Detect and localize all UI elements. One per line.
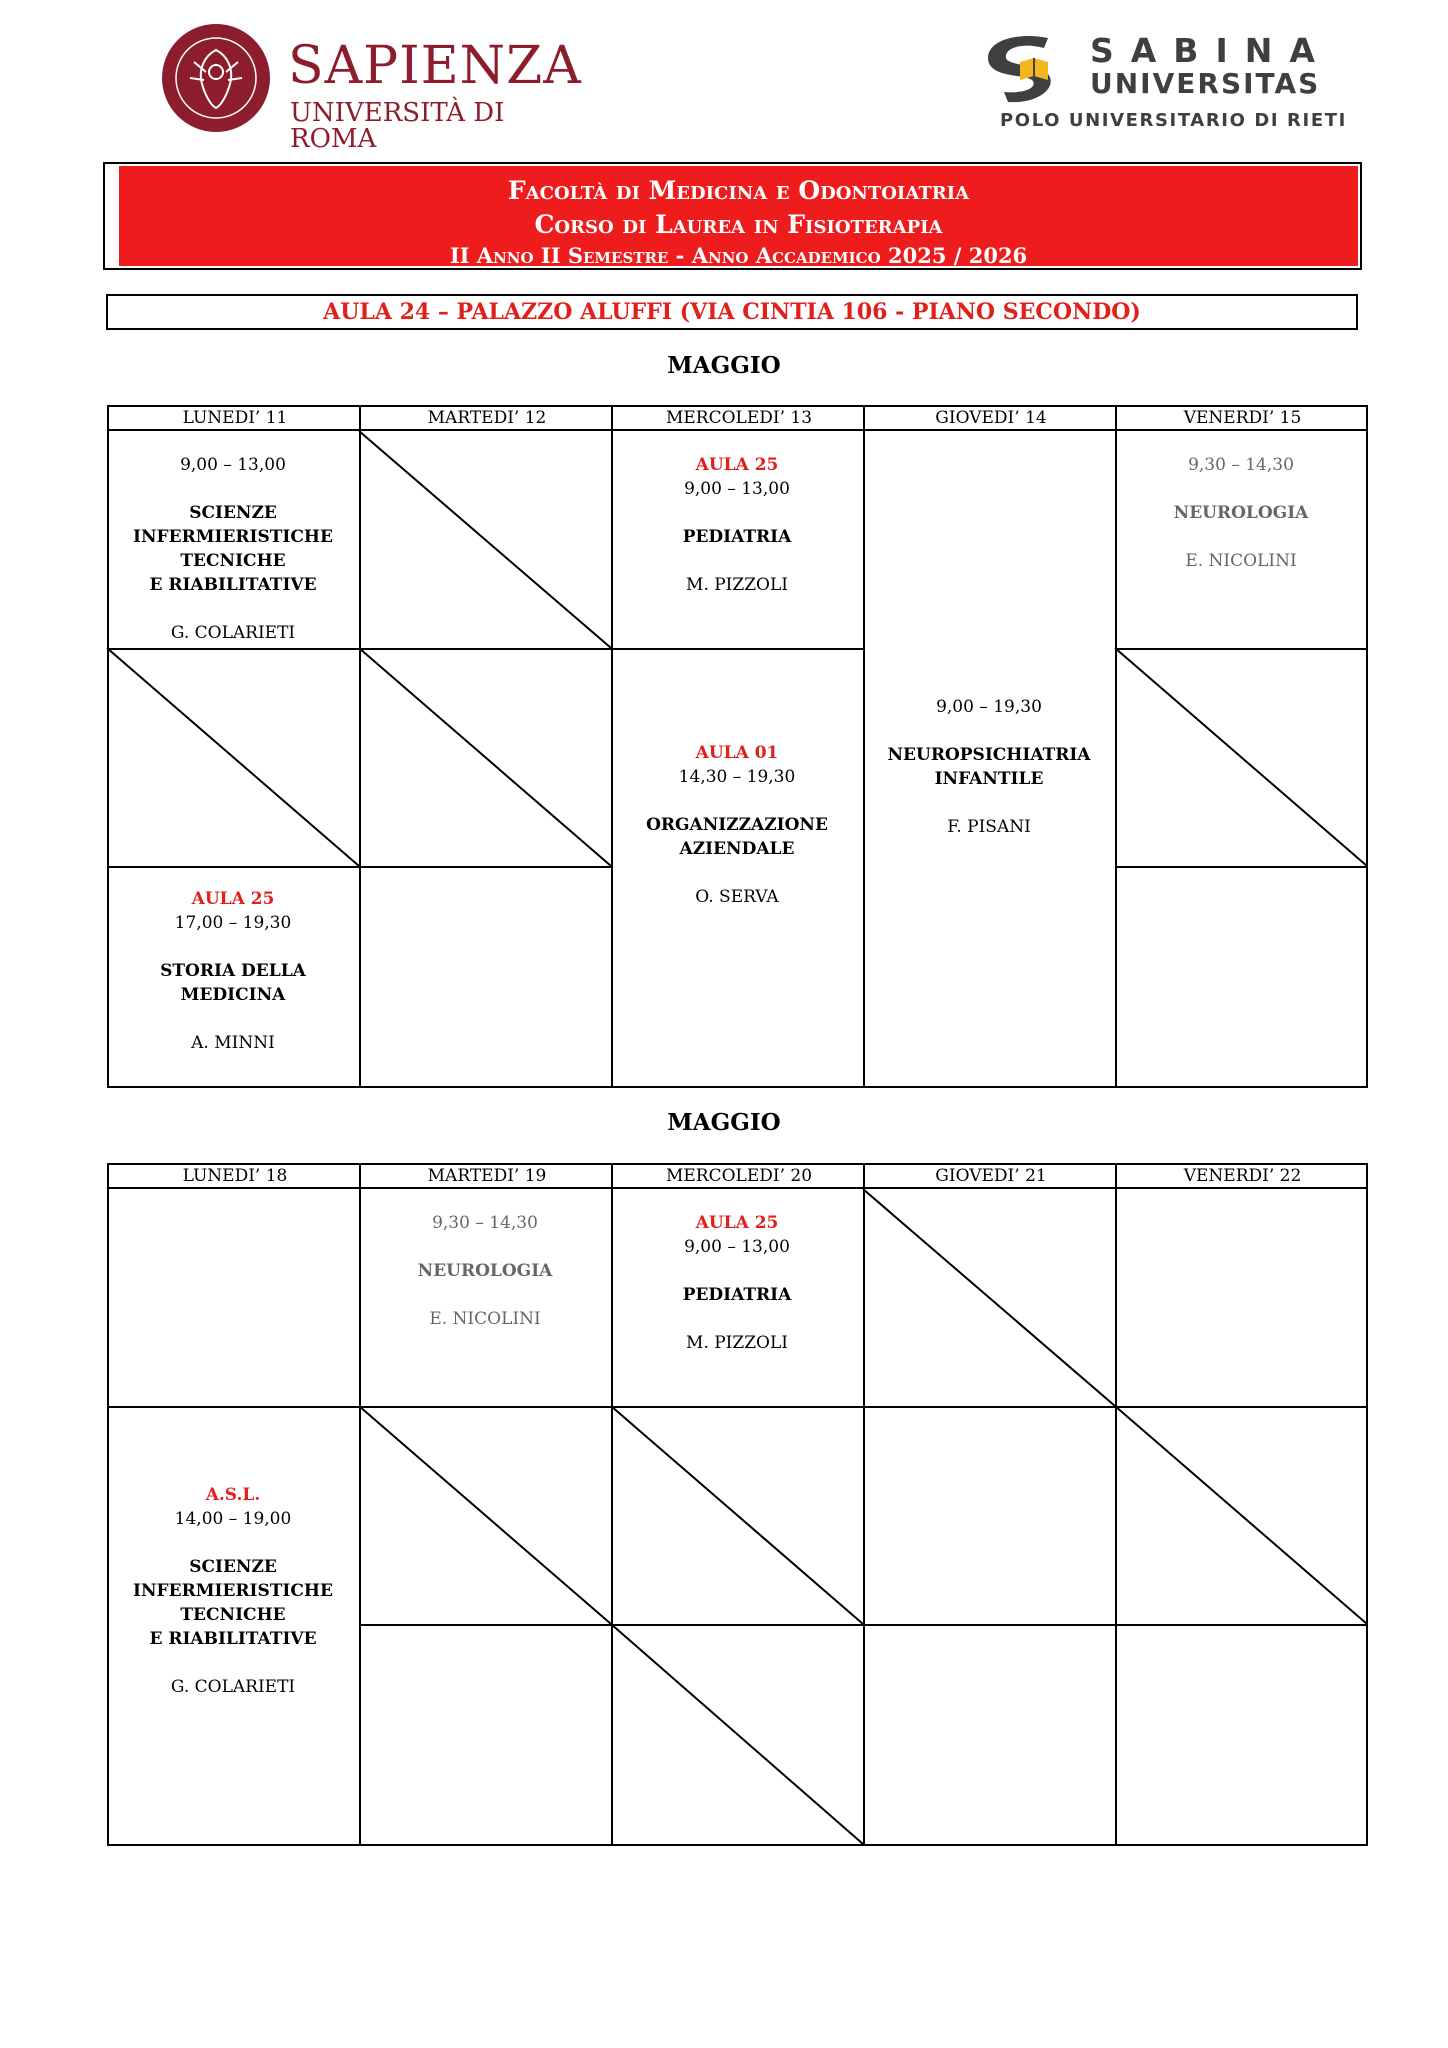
lesson-time: 9,00 – 13,00 <box>684 1237 790 1257</box>
lesson-time: 9,30 – 14,30 <box>432 1213 538 1233</box>
lesson-teacher: M. PIZZOLI <box>686 575 788 595</box>
day-header: LUNEDI’ 18 <box>182 1166 288 1186</box>
lesson-subject: SCIENZE <box>189 503 277 523</box>
lesson-time: 17,00 – 19,30 <box>174 913 292 933</box>
unavailable-slash <box>1115 1406 1367 1624</box>
unavailable-slash <box>107 648 359 866</box>
row-divider <box>107 648 863 650</box>
border-bottom <box>107 1844 1368 1846</box>
lesson-time: 9,00 – 13,00 <box>684 479 790 499</box>
sapienza-subtitle: UNIVERSITÀ DI ROMA <box>290 98 505 154</box>
lesson-room: AULA 25 <box>695 1213 779 1233</box>
lesson-time: 9,00 – 19,30 <box>936 697 1042 717</box>
sapienza-name: SAPIENZA <box>288 36 582 96</box>
row-divider <box>107 866 611 868</box>
row-divider <box>359 1624 1368 1626</box>
sapienza-seal-icon <box>160 22 272 134</box>
column-divider <box>1115 1163 1117 1846</box>
lesson-subject: INFERMIERISTICHE <box>133 527 333 547</box>
lesson-thu14-fullday <box>863 695 1115 839</box>
year-title: II Anno II Semestre - Anno Accademico 2025 / 2026 <box>449 243 1028 268</box>
lesson-teacher: G. COLARIETI <box>170 1677 296 1697</box>
schedule-week1 <box>107 405 1368 1088</box>
lesson-subject: PEDIATRIA <box>682 1285 792 1305</box>
day-header: MARTEDI’ 12 <box>427 408 547 428</box>
lesson-subject: MEDICINA <box>180 985 286 1005</box>
lesson-subject: TECNICHE <box>180 551 286 571</box>
lesson-subject: E RIABILITATIVE <box>149 1629 317 1649</box>
day-header: GIOVEDI’ 21 <box>935 1166 1047 1186</box>
month-title-week1: MAGGIO <box>667 352 781 379</box>
lesson-wed13-morning <box>611 453 863 597</box>
lesson-wed20-morning <box>611 1211 863 1355</box>
unavailable-slash <box>611 1406 863 1624</box>
sabina-logo <box>978 26 1347 136</box>
schedule-week2 <box>107 1163 1368 1846</box>
lesson-time: 9,00 – 13,00 <box>180 455 286 475</box>
lesson-time: 14,30 – 19,30 <box>678 767 796 787</box>
lesson-subject: E RIABILITATIVE <box>149 575 317 595</box>
row-divider <box>1115 648 1368 650</box>
header-row <box>107 405 1368 431</box>
sabina-name: SABINA <box>1090 31 1332 70</box>
day-header: GIOVEDI’ 14 <box>935 408 1047 428</box>
lesson-fri15-morning <box>1115 453 1367 573</box>
unavailable-slash <box>359 431 611 648</box>
lesson-subject: TECNICHE <box>180 1605 286 1625</box>
lesson-subject: NEUROPSICHIATRIA <box>887 745 1091 765</box>
sabina-book-icon <box>978 28 1078 108</box>
lesson-teacher: M. PIZZOLI <box>686 1333 788 1353</box>
lesson-teacher: F. PISANI <box>947 817 1031 837</box>
lesson-subject: PEDIATRIA <box>682 527 792 547</box>
lesson-subject: ORGANIZZAZIONE <box>646 815 828 835</box>
day-header: MERCOLEDI’ 20 <box>665 1166 813 1186</box>
day-header: LUNEDI’ 11 <box>182 408 288 428</box>
lesson-room: AULA 25 <box>695 455 779 475</box>
month-title-week2: MAGGIO <box>667 1109 781 1136</box>
column-divider <box>863 1163 865 1846</box>
lesson-wed13-afternoon <box>611 741 863 909</box>
sabina-universitas: UNIVERSITAS <box>1090 67 1321 100</box>
faculty-header <box>103 162 1362 270</box>
faculty-band <box>119 166 1358 266</box>
lesson-mon11-evening <box>107 887 359 1055</box>
lesson-teacher: O. SERVA <box>695 887 779 907</box>
lesson-time: 14,00 – 19,00 <box>174 1509 292 1529</box>
border-bottom <box>107 1086 1368 1088</box>
lesson-room: AULA 25 <box>191 889 275 909</box>
lesson-room: A.S.L. <box>205 1485 261 1505</box>
faculty-title: Facoltà di Medicina e Odontoiatria <box>507 176 970 205</box>
course-title: Corso di Laurea in Fisioterapia <box>534 210 943 239</box>
lesson-subject: STORIA DELLA <box>160 961 306 981</box>
lesson-subject: NEUROLOGIA <box>1173 503 1309 523</box>
row-divider <box>1115 866 1368 868</box>
unavailable-slash <box>359 1406 611 1624</box>
lesson-subject: INFANTILE <box>934 769 1044 789</box>
row-divider <box>107 1406 1368 1408</box>
lesson-teacher: E. NICOLINI <box>429 1309 541 1329</box>
day-header: VENERDI’ 22 <box>1183 1166 1302 1186</box>
lesson-subject: NEUROLOGIA <box>417 1261 553 1281</box>
border-right <box>1366 1163 1368 1846</box>
lesson-subject: AZIENDALE <box>679 839 795 859</box>
lesson-mon11-morning <box>107 453 359 645</box>
lesson-teacher: E. NICOLINI <box>1185 551 1297 571</box>
lesson-teacher: A. MINNI <box>191 1033 275 1053</box>
unavailable-slash <box>1115 648 1367 866</box>
sapienza-logo <box>160 22 582 154</box>
lesson-mon18-afternoon <box>107 1483 359 1699</box>
header-row <box>107 1163 1368 1189</box>
day-header: MERCOLEDI’ 13 <box>665 408 813 428</box>
unavailable-slash <box>863 1189 1115 1406</box>
day-header: VENERDI’ 15 <box>1183 408 1302 428</box>
unavailable-slash <box>359 648 611 866</box>
lesson-tue19-morning <box>359 1211 611 1331</box>
unavailable-slash <box>611 1624 863 1844</box>
lesson-room: AULA 01 <box>695 743 779 763</box>
lesson-subject: SCIENZE <box>189 1557 277 1577</box>
sabina-polo: POLO UNIVERSITARIO DI RIETI <box>1000 110 1347 131</box>
lesson-time: 9,30 – 14,30 <box>1188 455 1294 475</box>
day-header: MARTEDI’ 19 <box>427 1166 547 1186</box>
lesson-teacher: G. COLARIETI <box>170 623 296 643</box>
lesson-subject: INFERMIERISTICHE <box>133 1581 333 1601</box>
column-divider <box>359 405 361 1088</box>
aula-banner: AULA 24 – PALAZZO ALUFFI (VIA CINTIA 106 - PIANO SECONDO) <box>106 294 1358 330</box>
